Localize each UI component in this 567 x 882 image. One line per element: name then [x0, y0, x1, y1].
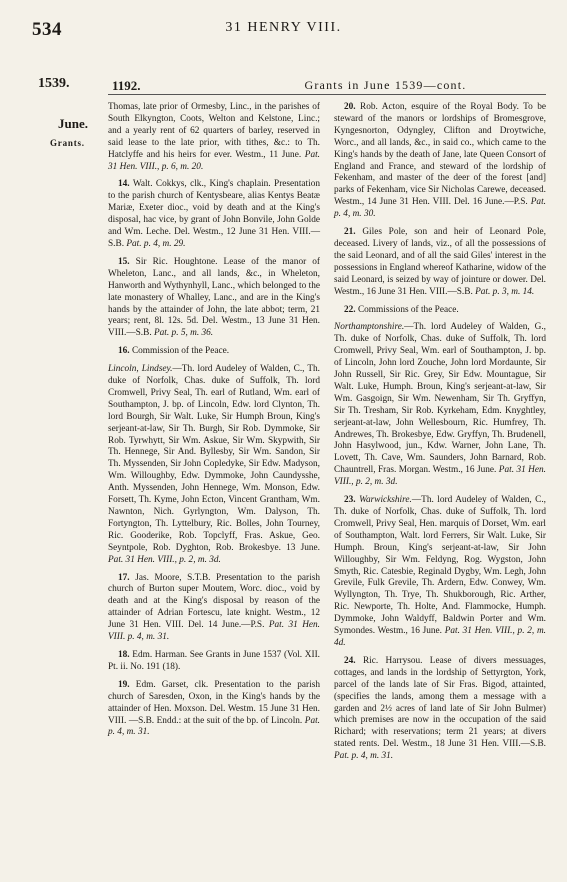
entry-reference: Pat. 31 Hen. VIII., p. 2, m. 3d.	[108, 554, 221, 565]
entry-number: 24.	[344, 655, 356, 666]
entry	[108, 573, 320, 644]
margin-grants-label: Grants.	[50, 138, 85, 148]
entry-number: 21.	[344, 227, 356, 238]
entry	[334, 305, 546, 317]
entry-reference: Pat. p. 5, m. 36.	[153, 328, 214, 339]
running-title: 31 HENRY VIII.	[225, 20, 342, 35]
entry-reference: Pat. p. 4, m. 30.	[334, 197, 546, 220]
entry-reference: Pat. p. 3, m. 14.	[475, 286, 535, 297]
margin-year: 1539.	[38, 76, 70, 91]
entry-number: 23.	[344, 495, 356, 506]
entry	[108, 346, 320, 358]
document-number: 1192.	[112, 78, 141, 93]
entry-reference: Pat. 31 Hen. VIII., p. 2, m. 4d.	[334, 626, 546, 648]
margin-month: June.	[58, 116, 88, 131]
left-column	[108, 102, 320, 745]
entry-number: 22.	[344, 304, 356, 315]
entry	[108, 364, 320, 566]
entry-text: Ric. Harrysou. Lease of divers messuages, cottages, and lands in the lordship of Settyrgton, York, parcel of the lands late of Sir Fras. Bigod, attainted, (specifies the lands, among them a message with a garden and 2½ acres of land late of Sir John Bulmer) which premises are now in the occupation of the said Richard; with reservations; term 21 years; at divers stated rents. Del. Westm., 18 June 31 Hen. VIII.—S.B.	[334, 655, 546, 750]
entry-text: —Th. lord Audeley of Walden, C., Th. duke of Norfolk, Chas. duke of Suffolk, Th. lord Cromwell, Privy Seal, Th. earl of Rutland, Wm. earl of Southampton, J. bp. of Lincoln, Edw. lord Clynton, Th. lord Bourgh, Sir Walt. Luke, Sir Humph Broun, King's serjeant-at-law, Sir Th. Burgh, Sir Rob. Dymmoke, Sir Rob. Tyrwhytt, Sir Wm. Askue, Sir Wm. Skypwith, Sir Th. Hennege, Sir And. Byllesby, Sir Wm. Sandon, Sir Th. Myssenden, Sir John Copledyke, Sir Edw. Madyson, Wm. Willoughby, Edw. Dymmoke, John Caundysshe, Anth. Myssenden, John Hennege, Wm. Monson, Edw. Forsett, Th. Kyme, John Ecton, Vincent Grantham, Wm. Nawnton, Nich. Gyrlyngton, Wm. Dalyson, Th. Fortyngton, Th. Lyttelbury, Ric. Bolles, John Tourney, Ric. Gooderike, Rob. Topclyff, Fras. Askue, Geo. Seyntpole, Rob. Dyghton, Rob. Brokesbye. 13 June.	[108, 364, 320, 553]
entry-text: Commission of the Peace.	[131, 346, 230, 357]
entry-county: Lincoln, Lindsey.	[108, 364, 173, 375]
entry-text: —Th. lord Audeley of Walden, C., Th. duke of Norfolk, Chas. duke of Suffolk, Th. lord Cromwell, Privy Seal, Hen. marquis of Dorset, Wm. earl of Southampton, Walt. lord Ferrers, Sir Walt. Luke, Sir Humph. Broun, King's serjeant-at-law, Sir John Willoughby, Sir Wm. Feldyng, Rog. Wygston, John Smyth, Ric. Catesbie, Reginald Dygby, Wm. Legh, John Grevile, Fulk Grevile, Th. Ardern, Edw. Conwey, Wm. Wyllyngton, Th. Trye, Th. Shukborough, Ric. Arther, Ric. Newporte, Th. Holte, And. Flammocke, Humph. Dymmoke, John Waldyff, Baldwin Porter and Wm. Symondes. Westm., 16 June.	[334, 495, 546, 637]
entry	[108, 102, 320, 173]
right-column	[334, 102, 546, 769]
page-number: 534	[32, 19, 62, 40]
entry	[334, 495, 546, 650]
entry-text: Thomas, late prior of Ormesby, Linc., in the parishes of South Elkyngton, Coots, Welton and Kelstone, Linc.; and a yearly rent of 62 quarters of barley, reserved in said lease to the late prior, with tithes, &c.: to Th. Hatclyffe and his heirs for ever. Westm., 11 June.	[108, 102, 320, 160]
entry-text: Walt. Cokkys, clk., King's chaplain. Presentation to the parish church of Kentysbeare, alias Kentys Beatæ Mariæ, Exeter dioc., void by death and at the King's disposal, hac vice, by grant of John Bonvile, John Golde and Wm. Leche. Del. Westm., 12 June 31 Hen. VIII.—S.B.	[108, 179, 321, 249]
entry-number: 20.	[344, 102, 356, 112]
entry-reference: Pat. 31 Hen. VIII., p. 2, m. 3d.	[334, 465, 546, 488]
entry-reference: Pat. p. 4, m. 31.	[334, 751, 394, 762]
entry-reference: Pat. 31 Hen. VIII., p. 6, m. 20.	[108, 149, 321, 172]
entry-county: Warwickshire.	[359, 495, 412, 506]
entry-reference: Pat. 31 Hen. VIII. p. 4, m. 31.	[108, 620, 321, 643]
entry	[108, 257, 320, 340]
entry	[334, 322, 546, 489]
entry	[334, 102, 546, 221]
entry	[108, 680, 320, 740]
entry-reference: Pat. p. 4, m. 31.	[108, 715, 321, 738]
entry-number: 19.	[118, 679, 130, 690]
entry	[108, 179, 320, 250]
header-rule	[108, 94, 546, 95]
entry-text: Jas. Moore, S.T.B. Presentation to the parish church of Burton super Moutem, Worc. dioc., void by death and at the King's disposal by reason of the attainder of Adrian Fortescu, late knight. Westm., 12 June 31 Hen. VIII. Del. 14 June.—P.S.	[108, 572, 321, 631]
entry-county: Northamptonshire.	[334, 322, 405, 333]
entry-text: Edm. Garset, clk. Presentation to the parish church of Saresden, Oxon, in the King's hands by the attainder of Hen. Moxson. Del. Westm. 15 June 31 Hen. VIII. —S.B. Endd.: at the suit of the bp. of Lincoln.	[108, 679, 320, 726]
section-title: Grants in June 1539—cont.	[304, 78, 467, 92]
entry-number: 16.	[118, 346, 130, 357]
entry-number: 14.	[118, 179, 130, 190]
entry-reference: Pat. p. 4, m. 29.	[126, 238, 186, 249]
entry	[108, 650, 320, 674]
entry	[334, 656, 546, 763]
entry-number: 17.	[118, 572, 130, 583]
entry-text: Commissions of the Peace.	[357, 304, 459, 315]
entry-text: Rob. Acton, esquire of the Royal Body. To be steward of the manors or lordships of Bromesgrove, Kyngesnorton, Odyngley, Clifton and Droytwiche, Worc., and all lands, &c., in said co., which came to the King's hands by the death of Jane, late Queen Consort of England and France, and steward of the lordship of Fekenham, and master of the deer of the forest [and] parks of Fekenham, vice Sir Nicholas Carewe, deceased. Westm., 14 June 31 Hen. VIII. Del. 16 June.—P.S.	[334, 102, 546, 208]
entry-number: 18.	[118, 649, 130, 660]
entry-number: 15.	[118, 256, 130, 267]
entry-text: Giles Pole, son and heir of Leonard Pole, deceased. Livery of lands, viz., of all the possessions of the said Leonard, and of all the said Giles' interest in the possessions in England whereof Katharine, widow of the said Leonard, is seized by way of jointure or dower. Del. Westm., 16 June 31 Hen. VIII.—S.B.	[334, 227, 547, 297]
entry-text: Edm. Harman. See Grants in June 1537 (Vol. XII. Pt. ii. No. 191 (18).	[108, 649, 320, 672]
entry	[334, 227, 546, 298]
entry-text: Sir Ric. Houghtone. Lease of the manor of Wheleton, Lanc., and all lands, &c., in Wheleton, Hanworth and Wythynhyll, Lanc., which belonged to the late monastery of Whalley, Lanc., and are in the King's hands by the attainder of John, the late abbot; term, 21 years; rent, 8l. 12s. 5d. Del. Westm., 13 June 31 Hen. VIII.—S.B.	[108, 256, 320, 339]
entry-text: —Th. lord Audeley of Walden, G., Th. duke of Norfolk, Chas. duke of Suffolk, Th. lord Cromwell, Privy Seal, Wm. earl of Southampton, J. bp. of Lincoln, John lord Zouche, John lord Mordaunte, Sir John Russell, Sir Ric. Grey, Sir Edw. Mountague, Sir Walt. Luke, Humph. Broun, King's serjeant-at-law, Sir Wm. Gasgoign, Sir Wm. Newenham, Sir Th. Gryffyn, Sir Th. Tresham, Sir Rob. Kyrkeham, Edm. Knyghtley, serjeant-at-law, John Wellesbourn, Ric. Humfrey, Th. Andrewes, Th. Brokesbye, Edw. Gryffyn, Th. Brudenell, John Hasylwood, jun., Kdw. Warner, John Lane, Th. Lovett, Th. Cave, Wm. Saunders, John Barnard, Rob. Chauntrell, Fras. Morgan. Westm., 16 June.	[334, 322, 546, 476]
